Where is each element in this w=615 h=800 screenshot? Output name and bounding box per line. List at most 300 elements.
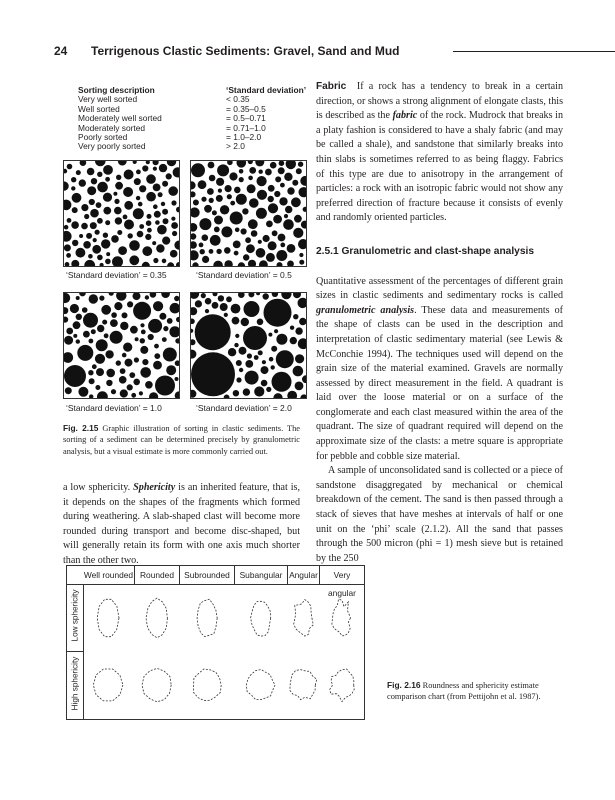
body-text: If a rock has a tendency to break in a certain direction, or shows a strong alignment of elongate clasts, this is described as the — [316, 81, 564, 122]
grain — [237, 161, 247, 168]
grain — [140, 367, 151, 378]
grain — [123, 215, 128, 220]
chapter-title: Terrigenous Clastic Sediments: Gravel, Sand and Mud — [91, 44, 400, 58]
grain — [95, 354, 105, 364]
grain — [138, 202, 143, 207]
grain — [239, 169, 244, 174]
grain — [247, 353, 252, 358]
grain — [167, 318, 173, 324]
grain — [298, 162, 303, 167]
sorting-value: = 0.5–0.71 — [226, 113, 266, 124]
grain — [214, 216, 223, 225]
grain — [261, 380, 268, 387]
grain — [272, 293, 278, 297]
grain — [301, 221, 306, 229]
grain — [124, 201, 133, 210]
grain — [221, 226, 232, 237]
grain-outline — [332, 599, 351, 636]
grain — [76, 170, 81, 175]
grain-outline — [290, 670, 317, 700]
grain — [285, 206, 292, 213]
grain — [277, 262, 283, 266]
grain — [290, 337, 297, 344]
grain — [114, 207, 122, 215]
grain — [256, 208, 267, 219]
grain — [248, 161, 253, 164]
grain — [195, 300, 202, 307]
grain — [193, 200, 199, 206]
grain — [191, 390, 196, 398]
grain — [209, 198, 214, 203]
grain-outline — [146, 598, 167, 638]
grain — [191, 350, 196, 359]
sand-sample-paragraph: A sample of unconsolidated sand is collected or a piece of sandstone disaggregated by mechanical or chemical breakdown of the cement. The sand is then passed through a stack of sieves that have meshes at intervals of half or one unit on the ‘phi’ scale (2.1.2). All the sand that passes through the 500 micron (phi = 1) mesh sieve but is retained by the 250 — [316, 465, 563, 564]
grain — [199, 243, 204, 248]
grain — [235, 228, 240, 233]
grain — [232, 317, 240, 325]
grain — [248, 293, 254, 297]
grain — [67, 164, 73, 170]
grain — [153, 301, 163, 311]
grain — [133, 161, 137, 164]
grain — [134, 178, 141, 185]
body-text: a low sphericity. — [63, 482, 134, 493]
grain — [284, 173, 292, 181]
grain-outline — [194, 669, 222, 701]
grain — [217, 164, 229, 176]
grain — [64, 352, 73, 363]
grain — [118, 161, 127, 166]
grain — [84, 260, 95, 266]
grain — [276, 250, 287, 261]
grain — [244, 301, 260, 317]
grain — [299, 187, 307, 197]
grain — [120, 368, 126, 374]
grain — [99, 296, 104, 301]
sorting-value: = 0.35–0.5 — [226, 103, 266, 114]
grain — [146, 174, 156, 184]
grain — [207, 188, 214, 195]
grain — [191, 191, 196, 197]
grain — [111, 312, 117, 318]
grain — [71, 177, 76, 182]
sorting-col1-header: Sorting description — [78, 85, 155, 95]
figure-label: Fig. 2.16 — [387, 680, 421, 690]
grain — [84, 214, 89, 219]
grain — [241, 318, 249, 326]
grain — [256, 293, 260, 295]
grain — [224, 395, 230, 399]
grain — [64, 244, 71, 251]
grain — [201, 197, 206, 202]
grain-outline — [246, 670, 275, 700]
grain — [287, 187, 294, 194]
grain — [235, 334, 239, 338]
chart-col-header: Well rounded — [83, 566, 135, 584]
grain — [105, 350, 113, 358]
grain — [142, 246, 152, 256]
grain — [281, 293, 291, 299]
grain — [71, 260, 79, 266]
grain — [245, 237, 251, 243]
grain — [148, 319, 162, 333]
grain — [111, 235, 119, 243]
grain — [236, 377, 241, 382]
grain — [137, 231, 144, 238]
grain — [79, 293, 86, 296]
grain — [276, 350, 294, 368]
grain — [103, 165, 113, 175]
grain — [191, 250, 199, 260]
sorting-desc: Well sorted — [78, 103, 120, 114]
grain-pattern-very-well-sorted — [64, 161, 179, 266]
grain — [268, 203, 278, 213]
grain — [228, 348, 236, 356]
grain — [167, 161, 176, 166]
grain — [229, 172, 237, 180]
grain — [230, 201, 235, 206]
grain — [205, 309, 209, 313]
grain — [170, 250, 178, 258]
grain — [155, 376, 175, 396]
grain — [87, 186, 96, 195]
grain — [97, 218, 103, 224]
grain — [145, 295, 149, 299]
term-granulometric-analysis: granulometric analysis — [316, 304, 415, 316]
grain — [170, 303, 179, 314]
grain-outline — [251, 601, 271, 636]
caption-text: Roundness and sphericity estimate comparison chart (from Pettijohn et al. 1987). — [387, 681, 541, 702]
grain-outline — [330, 669, 355, 702]
grain — [103, 193, 112, 202]
grain — [225, 185, 232, 192]
grain — [64, 293, 70, 303]
grain — [230, 212, 243, 225]
grain — [294, 215, 302, 223]
grain — [76, 296, 80, 300]
grain — [79, 234, 83, 238]
grain — [77, 345, 93, 361]
grain — [146, 220, 152, 226]
grain — [249, 198, 259, 208]
grain — [73, 321, 81, 329]
page-number: 24 — [54, 44, 68, 58]
grain — [104, 333, 109, 338]
grain — [298, 239, 306, 249]
grain — [103, 207, 111, 215]
grain — [269, 357, 274, 362]
grain — [65, 262, 70, 266]
grain — [110, 331, 123, 344]
grain — [78, 387, 88, 397]
sorting-value: = 1.0–2.0 — [226, 131, 262, 142]
grain — [213, 261, 223, 266]
grain — [243, 254, 249, 260]
grain — [163, 218, 169, 224]
right-column — [316, 80, 563, 566]
grain — [248, 260, 256, 266]
grain-pattern-well-sorted — [191, 161, 306, 266]
grain — [73, 334, 77, 338]
grain — [246, 244, 255, 253]
grain — [89, 294, 98, 303]
grain — [212, 302, 219, 309]
grain — [105, 177, 110, 182]
grain — [191, 207, 200, 217]
grain-outline — [97, 599, 119, 636]
sorting-col2-header: ‘Standard deviation’ — [226, 85, 307, 95]
grain — [100, 263, 104, 266]
grain — [286, 161, 296, 169]
grain-outline — [93, 669, 123, 701]
grain — [205, 298, 212, 305]
sorting-panel-label: ‘Standard deviation’ = 0.5 — [196, 270, 292, 280]
grain — [120, 389, 128, 397]
grain — [162, 337, 167, 342]
grain-pattern-moderately-sorted — [64, 293, 179, 398]
grain — [106, 252, 110, 256]
grain — [96, 202, 102, 208]
grain — [124, 220, 134, 230]
grain — [226, 296, 232, 302]
grain — [263, 235, 270, 242]
grain — [238, 262, 245, 266]
grain — [150, 293, 157, 298]
grain — [273, 215, 282, 224]
grain — [302, 375, 306, 383]
grain — [167, 262, 174, 266]
body-text: of the rock. Mudrock that breaks in a platy fashion is considered to have a shaly fabric (and may be called a shale), and sandstone that similarly breaks into thin slabs is sometimes referred to as being flaggy. Fabrics of this type are due to anisotropy in the arrangement of particles: a rock with an isotropic fabric would not show any preferred direction of fracture because it consists of evenly and randomly oriented particles. — [316, 110, 563, 224]
grain — [270, 162, 277, 169]
grain — [296, 168, 302, 174]
grain — [291, 197, 301, 207]
grain-outline — [142, 668, 171, 701]
grain — [173, 167, 179, 177]
grain — [209, 175, 216, 182]
sorting-value: > 2.0 — [226, 141, 245, 152]
sorting-desc: Very well sorted — [78, 94, 138, 105]
grain — [272, 372, 292, 392]
grain — [140, 338, 145, 343]
grain — [81, 204, 88, 211]
grain — [262, 360, 266, 364]
grain — [263, 293, 269, 299]
grain — [92, 245, 101, 254]
grain — [139, 391, 143, 395]
grain — [128, 233, 133, 238]
grain — [115, 217, 122, 224]
grain — [256, 248, 266, 258]
grain — [83, 241, 91, 249]
grain — [295, 354, 304, 363]
grain — [86, 233, 92, 239]
grain — [191, 233, 196, 239]
grain — [287, 261, 294, 267]
grain — [234, 187, 241, 194]
grain — [265, 169, 272, 176]
grain — [89, 339, 94, 344]
grain — [127, 301, 133, 307]
grain — [287, 244, 296, 253]
grain — [123, 187, 133, 197]
grain-pattern-poorly-sorted — [191, 293, 306, 398]
grain — [111, 389, 116, 394]
grain — [91, 178, 97, 184]
grain — [123, 343, 132, 352]
grain — [124, 170, 134, 180]
grain — [146, 161, 150, 164]
grain — [239, 368, 243, 372]
grain — [191, 181, 196, 189]
grain — [202, 234, 209, 241]
grain — [245, 360, 253, 368]
grain — [155, 220, 160, 225]
grain — [191, 163, 205, 177]
chart-col-header: Rounded — [135, 566, 180, 584]
grain — [117, 230, 122, 235]
sorting-desc: Moderately sorted — [78, 122, 146, 133]
grain — [153, 161, 159, 165]
grain — [293, 293, 301, 298]
grain — [218, 295, 224, 301]
grain — [119, 376, 127, 384]
grain — [106, 369, 115, 378]
grain — [278, 234, 286, 242]
grain — [204, 205, 212, 213]
grain — [114, 199, 119, 204]
grain — [122, 312, 128, 318]
granulometric-paragraph — [316, 275, 563, 465]
grain — [133, 293, 141, 300]
grain — [146, 192, 156, 202]
grain — [176, 262, 179, 266]
grain — [67, 218, 72, 223]
grain — [88, 370, 93, 375]
grain — [140, 323, 144, 327]
grain — [276, 334, 287, 345]
grain — [239, 347, 247, 355]
grain — [238, 293, 245, 298]
grain — [64, 231, 72, 242]
grain — [239, 177, 244, 182]
grain — [71, 186, 75, 190]
grain — [133, 379, 140, 386]
grain — [216, 178, 224, 186]
sorting-table — [78, 86, 308, 152]
grain — [169, 326, 179, 337]
grain — [142, 359, 148, 365]
sorting-panel-label: ‘Standard deviation’ = 2.0 — [196, 403, 292, 413]
grain — [258, 350, 263, 355]
grain — [258, 240, 262, 244]
grain — [72, 193, 82, 203]
grain — [195, 314, 231, 350]
grain — [216, 195, 223, 202]
grain — [97, 391, 108, 398]
grain — [210, 235, 221, 246]
grain — [96, 368, 104, 376]
grain — [251, 230, 258, 237]
grain — [268, 333, 272, 337]
grain — [133, 302, 151, 320]
grain — [236, 194, 247, 205]
grain — [82, 307, 88, 313]
grain — [259, 260, 268, 266]
grain — [278, 167, 285, 174]
grain — [158, 192, 163, 197]
grain-outline — [294, 600, 314, 637]
grain — [298, 338, 306, 349]
grain — [220, 303, 228, 311]
grain — [273, 393, 282, 398]
grain — [153, 204, 158, 209]
grain — [191, 293, 199, 299]
grain — [171, 200, 176, 205]
grain — [125, 359, 133, 367]
grain — [243, 388, 250, 395]
grain — [201, 293, 206, 298]
grain — [159, 164, 167, 172]
grain — [218, 189, 222, 193]
caption-text: Graphic illustration of sorting in clastic sediments. The sorting of a sediment can be determined precisely by granulometric analysis, but a visual estimate is more commonly carried out. — [63, 424, 300, 456]
grain — [191, 307, 197, 315]
grain — [202, 256, 209, 263]
grain — [254, 386, 264, 396]
grain — [105, 220, 110, 225]
grain — [131, 393, 136, 398]
grain — [257, 190, 267, 200]
grain — [101, 305, 111, 315]
chart-col-header: Very angular — [320, 566, 365, 584]
grain — [113, 192, 117, 196]
grain — [110, 319, 118, 327]
grain — [255, 161, 264, 166]
grain — [147, 214, 152, 219]
grain — [257, 319, 264, 326]
grain — [90, 209, 99, 218]
grain — [212, 210, 217, 215]
grain — [283, 219, 294, 230]
grain — [233, 241, 241, 249]
grain — [224, 313, 228, 317]
grain — [139, 224, 144, 229]
running-header — [54, 42, 561, 62]
grain — [280, 183, 285, 188]
grain — [153, 258, 158, 263]
grain — [76, 248, 86, 258]
grain — [266, 387, 271, 392]
grain — [175, 360, 179, 366]
grain — [89, 378, 95, 384]
grain — [154, 211, 161, 218]
grain — [191, 329, 193, 333]
grain — [134, 357, 139, 362]
grain — [153, 184, 161, 192]
grain — [293, 228, 303, 238]
grain — [118, 246, 127, 255]
grain — [199, 218, 211, 230]
chart-col-header: Angular — [288, 566, 320, 584]
grain — [191, 319, 195, 325]
grain — [65, 387, 72, 394]
grain — [70, 304, 79, 313]
grain — [159, 313, 166, 320]
grain — [88, 254, 93, 259]
grain — [89, 199, 95, 205]
grain-outline-drawings — [67, 566, 364, 719]
grain — [220, 205, 229, 214]
grain — [259, 170, 263, 174]
